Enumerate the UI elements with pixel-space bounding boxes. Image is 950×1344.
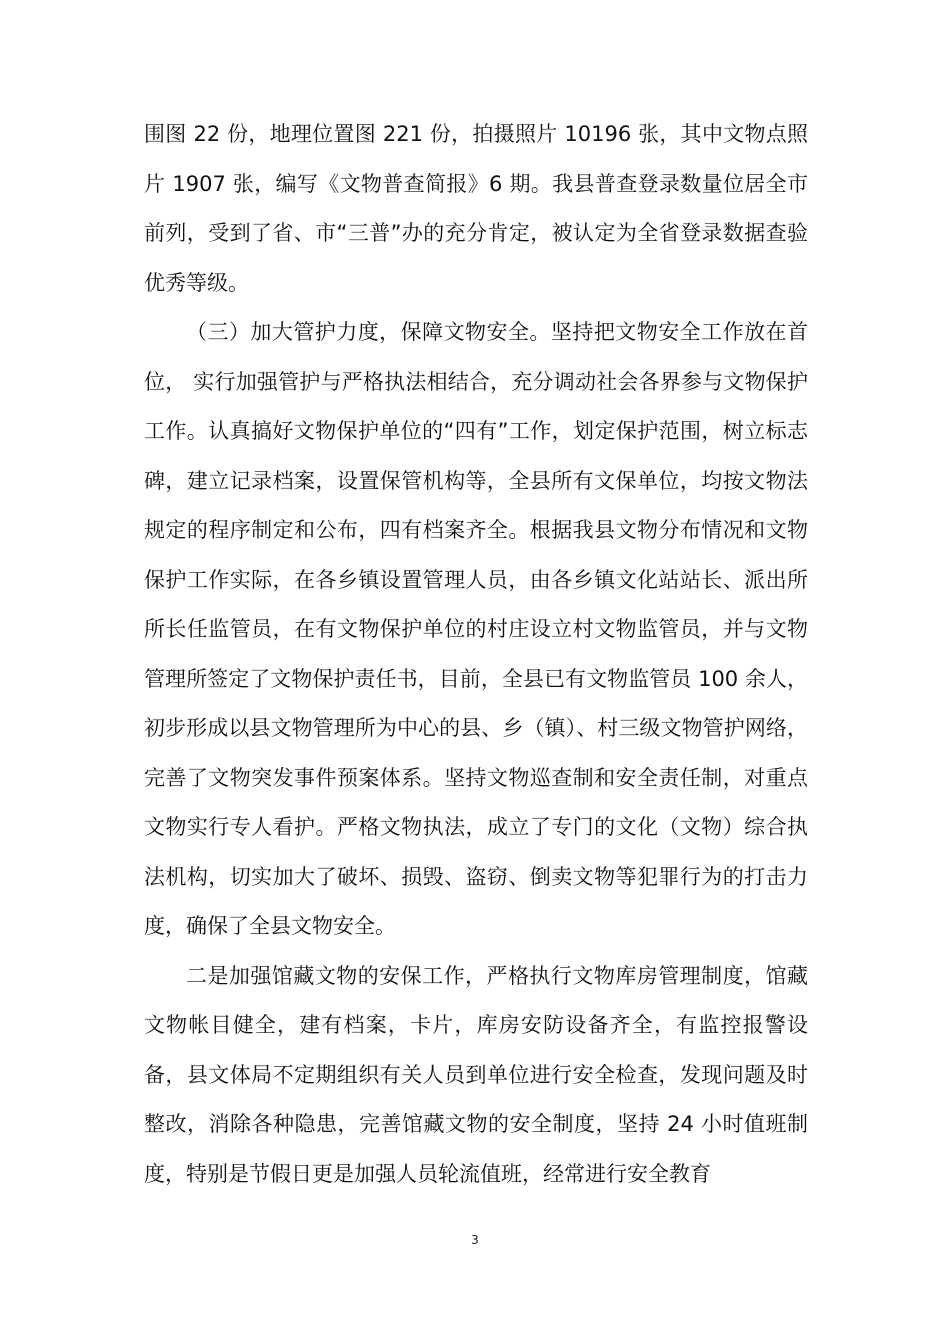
paragraph-1: 围图 22 份，地理位置图 221 份，拍摄照片 10196 张，其中文物点照片 1907 张，编写《文物普查简报》6 期。我县普查登录数量位居全市前列，受到了省、市“三普”办的充分肯定，被认定为全省登录数据查验优秀等级。: [144, 122, 808, 295]
paragraph-3: 二是加强馆藏文物的安保工作，严格执行文物库房管理制度，馆藏文物帐目健全，建有档案，卡片，库房安防设备齐全，有监控报警设备，县文体局不定期组织有关人员到单位进行安全检查，发现问题及时整改，消除各种隐患，完善馆藏文物的安全制度，坚持 24 小时值班制度，特别是节假日更是加强人员轮流值班，经常进行安全教育: [144, 963, 808, 1186]
page-number: 3: [471, 1233, 479, 1247]
document-body: [144, 110, 808, 1199]
paragraph-2: （三）加大管护力度，保障文物安全。坚持把文物安全工作放在首位， 实行加强管护与严格执法相结合，充分调动社会各界参与文物保护工作。认真搞好文物保护单位的“四有”工作，划定保护范围，树立标志碑，建立记录档案，设置保管机构等，全县所有文保单位，均按文物法规定的程序制定和公布，四有档案齐全。根据我县文物分布情况和文物保护工作实际，在各乡镇设置管理人员，由各乡镇文化站站长、派出所所长任监管员，在有文物保护单位的村庄设立村文物监管员，并与文物管理所签定了文物保护责任书，目前，全县已有文物监管员 100 余人，初步形成以县文物管理所为中心的县、乡（镇）、村三级文物管护网络，完善了文物突发事件预案体系。坚持文物巡查制和安全责任制，对重点文物实行专人看护。严格文物执法，成立了专门的文化（文物）综合执法机构，切实加大了破坏、损毁、盗窃、倒卖文物等犯罪行为的打击力度，确保了全县文物安全。: [144, 320, 808, 938]
